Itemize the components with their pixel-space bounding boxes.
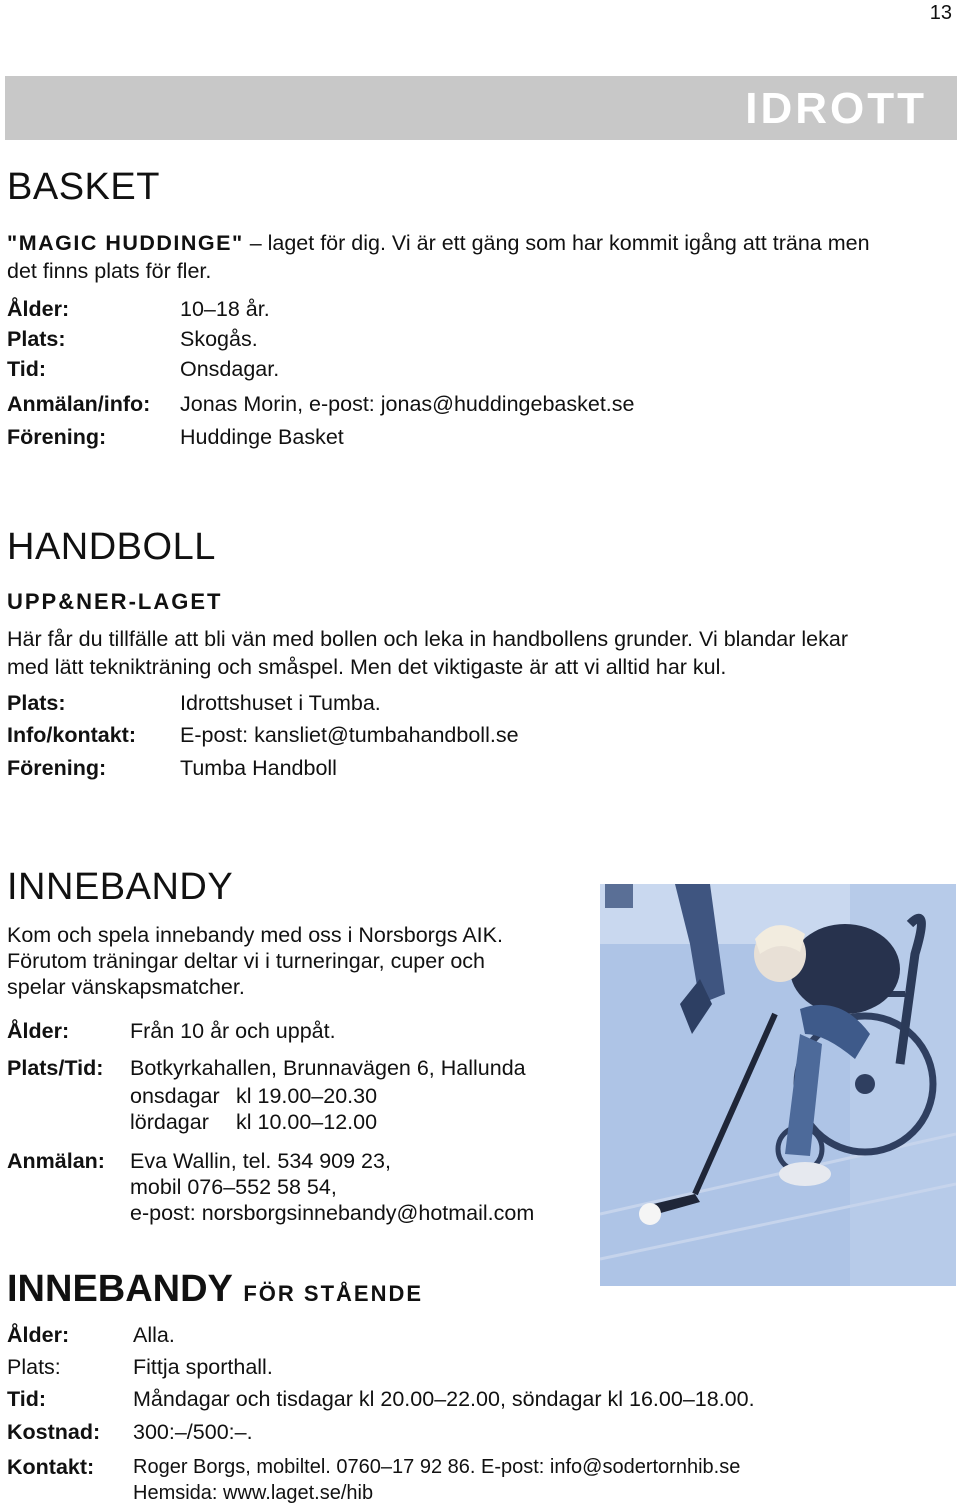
row-value: Eva Wallin, tel. 534 909 23, xyxy=(130,1149,391,1173)
innebandy-anmalan-mobil: mobil 076–552 58 54, xyxy=(130,1175,337,1199)
row-value: Skogås. xyxy=(180,327,258,351)
schedule-day: lördagar xyxy=(130,1110,209,1134)
innebandy-schedule-1 xyxy=(130,1083,378,1110)
row-label: Förening: xyxy=(7,425,107,449)
row-value: Alla. xyxy=(133,1323,175,1347)
row-value: Från 10 år och uppåt. xyxy=(130,1019,336,1043)
banner-title: IDROTT xyxy=(745,84,927,133)
row-label: Plats: xyxy=(7,691,66,715)
row-label: Kostnad: xyxy=(7,1420,101,1444)
row-label: Ålder: xyxy=(7,1323,70,1347)
staende-heading-block xyxy=(7,1268,423,1311)
staende-hemsida: Hemsida: www.laget.se/hib xyxy=(133,1482,374,1504)
row-value: Tumba Handboll xyxy=(180,756,337,780)
handboll-subheading: UPP&NER-LAGET xyxy=(7,589,223,614)
row-value: Botkyrkahallen, Brunnavägen 6, Hallunda xyxy=(130,1056,526,1080)
row-label: Ålder: xyxy=(7,1019,70,1043)
innebandy-text-line2: Förutom träningar deltar vi i turneringar, cuper och xyxy=(7,949,486,973)
row-label: Anmälan/info: xyxy=(7,392,151,416)
row-value: 300:–/500:–. xyxy=(133,1420,253,1444)
innebandy-text-line3: spelar vänskapsmatcher. xyxy=(7,975,245,999)
basket-intro xyxy=(7,230,870,257)
row-value: Jonas Morin, e-post: jonas@huddingebasket.se xyxy=(180,392,635,416)
staende-heading-suffix: FÖR STÅENDE xyxy=(243,1281,424,1306)
basket-intro-line2: det finns plats för fler. xyxy=(7,259,212,283)
staende-heading: INNEBANDY xyxy=(7,1268,233,1310)
handboll-text-line2: med lätt teknikträning och småspel. Men det viktigaste är att vi alltid har kul. xyxy=(7,655,727,679)
page-number: 13 xyxy=(929,2,952,24)
row-value: Onsdagar. xyxy=(180,357,280,381)
row-value: Idrottshuset i Tumba. xyxy=(180,691,381,715)
row-label: Kontakt: xyxy=(7,1455,95,1479)
handboll-text-line1: Här får du tillfälle att bli vän med bollen och leka in handbollens grunder. Vi blandar lekar xyxy=(7,627,848,651)
row-value: Måndagar och tisdagar kl 20.00–22.00, söndagar kl 16.00–18.00. xyxy=(133,1387,755,1411)
wheelchair-floorball-photo xyxy=(600,884,956,1286)
basket-intro-line1: – laget för dig. Vi är ett gäng som har kommit igång att träna men xyxy=(249,231,870,255)
innebandy-text-line1: Kom och spela innebandy med oss i Norsborgs AIK. xyxy=(7,923,503,947)
schedule-time: kl 19.00–20.30 xyxy=(236,1084,378,1108)
row-label: Anmälan: xyxy=(7,1149,105,1173)
basket-team-name: "MAGIC HUDDINGE" xyxy=(7,231,244,255)
row-value: Huddinge Basket xyxy=(180,425,344,449)
basket-heading: BASKET xyxy=(7,166,160,208)
row-label: Tid: xyxy=(7,1387,47,1411)
handboll-heading: HANDBOLL xyxy=(7,526,216,568)
schedule-time: kl 10.00–12.00 xyxy=(236,1110,378,1134)
row-value: Fittja sporthall. xyxy=(133,1355,273,1379)
row-label: Plats: xyxy=(7,1355,61,1379)
row-label: Info/kontakt: xyxy=(7,723,136,747)
section-banner xyxy=(5,76,957,140)
row-value: 10–18 år. xyxy=(180,297,270,321)
innebandy-heading: INNEBANDY xyxy=(7,866,234,908)
innebandy-anmalan-email: e-post: norsborgsinnebandy@hotmail.com xyxy=(130,1201,535,1225)
row-value: Roger Borgs, mobiltel. 0760–17 92 86. E-post: info@sodertornhib.se xyxy=(133,1456,741,1478)
row-label: Tid: xyxy=(7,357,47,381)
row-value: E-post: kansliet@tumbahandboll.se xyxy=(180,723,519,747)
row-label: Plats: xyxy=(7,327,66,351)
schedule-day: onsdagar xyxy=(130,1084,220,1108)
innebandy-schedule-2 xyxy=(130,1109,378,1136)
row-label: Förening: xyxy=(7,756,107,780)
row-label: Plats/Tid: xyxy=(7,1056,104,1080)
row-label: Ålder: xyxy=(7,297,70,321)
